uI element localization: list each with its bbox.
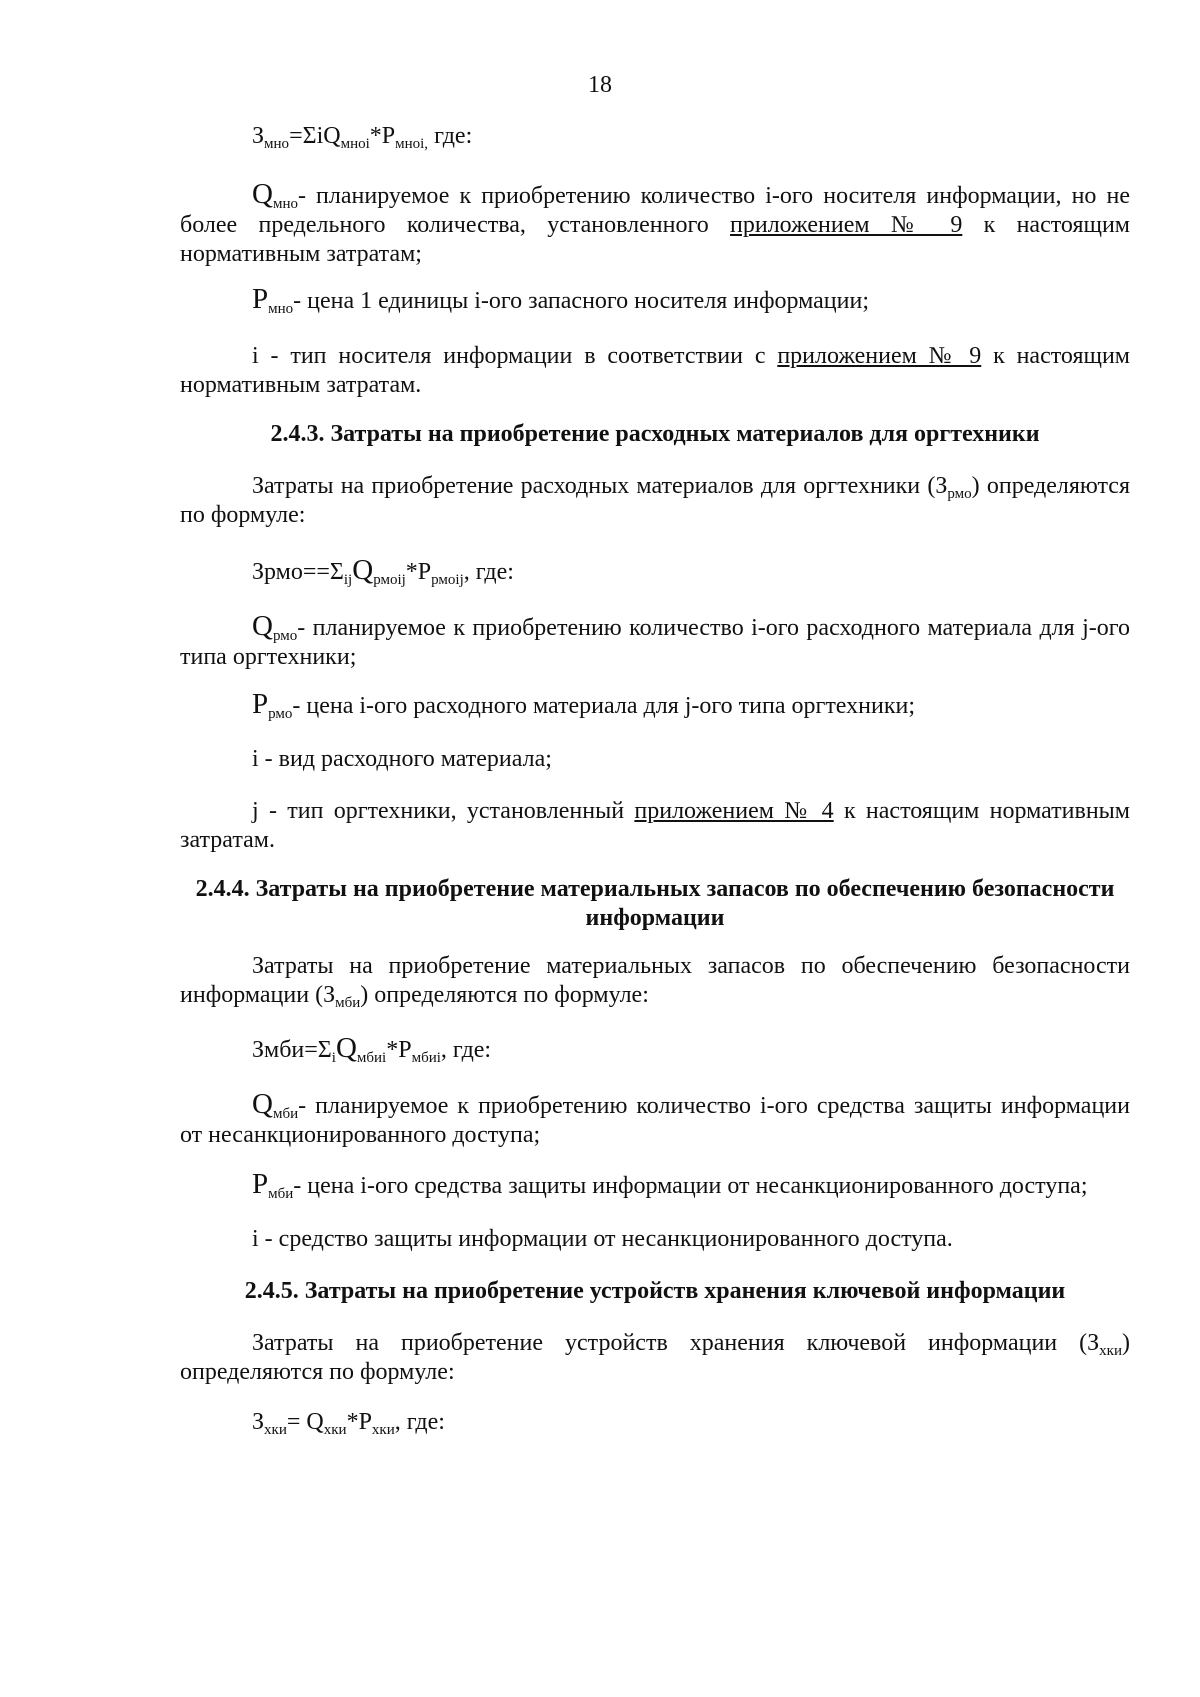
definition-i-rmo: i - вид расходного материала; (252, 746, 552, 772)
heading-2-4-3: 2.4.3. Затраты на приобретение расходных материалов для оргтехники (270, 421, 1040, 447)
heading-2-4-4: 2.4.4. Затраты на приобретение материальных запасов по обеспечению безопасности информации (195, 876, 1115, 931)
intro-2-4-3: Затраты на приобретение расходных материалов для оргтехники $(З_{рмо})$ определяются по формуле: (180, 473, 1130, 528)
definition-q-rmo: $Q_{рмо}-$ планируемое к приобретению количество i-ого расходного материала для j-ого типа оргтехники; (180, 610, 1130, 670)
definition-q-mno: $Q_{мно}-$ планируемое к приобретению количество i-ого носителя информации, но не более предельного количества, установленного приложением № 9 к настоящим нормативным затратам; (180, 178, 1130, 267)
formula-mno: $З_{мно}=\Sigma iQ_{мноi}*P_{мноi,}$ где: (252, 123, 473, 152)
definition-p-mno: $P_{мно}-$ цена 1 единицы i-ого запасного носителя информации; (252, 283, 870, 317)
definition-q-mbi: $Q_{мби}-$ планируемое к приобретению количество i-ого средства защиты информации от несанкционированного доступа; (180, 1088, 1130, 1148)
definition-p-mbi: $P_{мби}-$ цена i-ого средства защиты информации от несанкционированного доступа; (252, 1168, 1088, 1202)
formula-hki: $З_{хки}= Q_{хки}*P_{хки}$, где: (252, 1409, 445, 1438)
definition-p-rmo: $P_{рмо}-$ цена i-ого расходного материала для j-ого типа оргтехники; (252, 688, 915, 722)
link-appendix-4[interactable]: приложением № 4 (634, 798, 834, 824)
heading-2-4-5: 2.4.5. Затраты на приобретение устройств хранения ключевой информации (244, 1278, 1066, 1304)
link-appendix-9[interactable]: приложением № 9 (777, 343, 982, 369)
intro-2-4-5: Затраты на приобретение устройств хранения ключевой информации $(З_{хки})$ определяются по формуле: (180, 1330, 1130, 1385)
definition-i-mbi: i - средство защиты информации от несанкционированного доступа. (252, 1226, 953, 1252)
definition-j-rmo: j - тип оргтехники, установленный приложением № 4 к настоящим нормативным затратам. (180, 798, 1130, 853)
formula-mbi: $Змби=\Sigma_iQ_{мбиi}*P_{мбиi}$, где: (252, 1032, 492, 1066)
link-appendix-9[interactable]: приложением № 9 (730, 212, 963, 238)
definition-i-mno: i - тип носителя информации в соответствии с приложением № 9 к настоящим нормативным затратам. (180, 343, 1130, 398)
intro-2-4-4: Затраты на приобретение материальных запасов по обеспечению безопасности информации $(З_{мби})$ определяются по формуле: (180, 953, 1130, 1011)
formula-rmo: $Зрмо==\Sigma_{ij}Q_{рмоij}*P_{рмоij}$, где: (252, 554, 514, 588)
page-number: 18 (588, 72, 612, 98)
